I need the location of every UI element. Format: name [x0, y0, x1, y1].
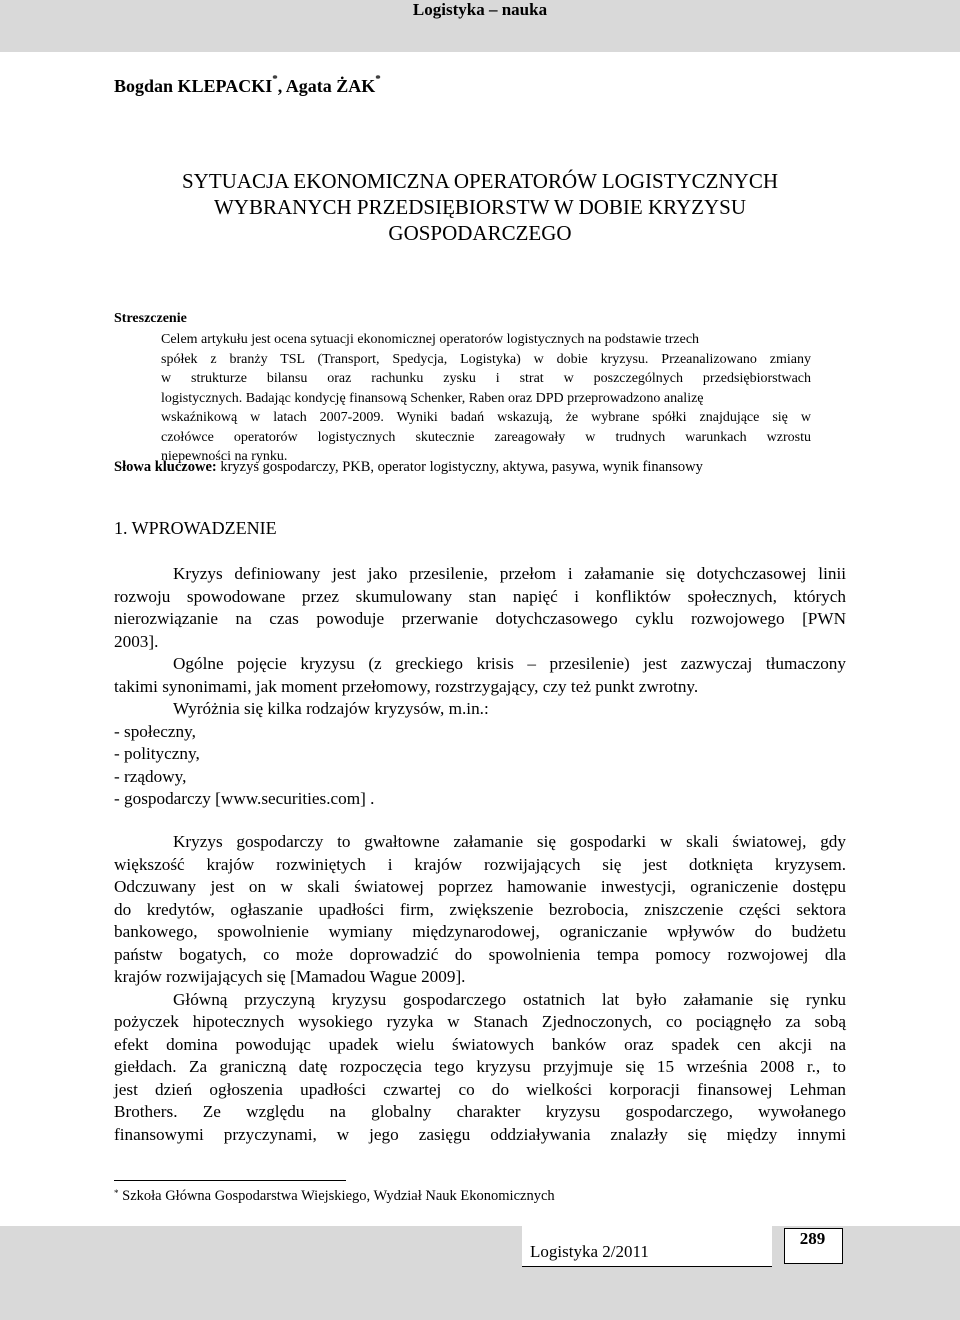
title-line: WYBRANYCH PRZEDSIĘBIORSTW W DOBIE KRYZYSU — [213, 195, 747, 219]
footnote — [114, 1188, 555, 1205]
authors — [114, 73, 381, 97]
list-item: - rządowy, — [114, 766, 187, 786]
keywords — [114, 459, 703, 476]
section-heading: 1. WPROWADZENIE — [114, 518, 277, 538]
text-line: rozwoju spowodowane przez skumulowany stan napięć i konfliktów społecznych, których — [114, 586, 846, 606]
text-line: do kredytów, ogłaszanie upadłości firm, zwiększenie bezrobocia, zniszczenie części sektora — [114, 899, 846, 919]
text-line: 2003]. — [114, 631, 159, 651]
text-line: takimi synonimami, jak moment przełomowy, rozstrzygający, czy też punkt zwrotny. — [114, 676, 699, 696]
text-line: Odczuwany jest on w skali światowej poprzez hamowanie inwestycji, ograniczenie dostępu — [114, 877, 846, 896]
title-line: GOSPODARCZEGO — [388, 221, 572, 245]
list-item: - polityczny, — [114, 744, 200, 763]
paragraph — [114, 563, 846, 811]
text-line: Kryzys gospodarczy to gwałtowne załamanie się gospodarki w skali światowej, gdy — [173, 832, 846, 851]
author-name: Agata ŻAK — [285, 76, 376, 96]
list-item: - gospodarczy [www.securities.com] . — [114, 789, 375, 808]
abstract-line: czołówce operatorów logistycznych skutecznie zareagowały w trudnych warunkach wzrostu — [161, 429, 811, 445]
text-line: nierozwiązanie na czas powoduje przerwanie dotychczasowego cyklu rozwojowego [PWN — [114, 609, 846, 628]
text-line: efekt domina powodując upadek wielu światowych banków oraz spadek cen akcji na — [114, 1034, 846, 1054]
paragraph — [114, 831, 846, 1146]
abstract-line: spółek z branży TSL (Transport, Spedycja, Logistyka) w dobie kryzysu. Przeanalizowano zmiany — [161, 351, 811, 367]
footnote-rule — [114, 1180, 346, 1181]
text-line: Kryzys definiowany jest jako przesilenie, przełom i załamanie się dotychczasowej linii — [173, 564, 846, 583]
text-line: bankowego, spowolnienie wymiany międzynarodowej, ograniczanie wpływów do budżetu — [114, 922, 846, 941]
abstract-heading: Streszczenie — [114, 311, 187, 326]
running-title: Logistyka – nauka — [412, 0, 548, 19]
text-line: Brothers. Ze względu na globalny charakter kryzysu gospodarczego, wywołanego — [114, 1102, 846, 1121]
paper-title — [110, 168, 850, 246]
list-item: - społeczny, — [114, 721, 196, 741]
text-line: finansowymi przyczynami, w jego zasięgu oddziaływania znalazły się między innymi — [114, 1124, 846, 1144]
abstract-line: wskaźnikową w latach 2007-2009. Wyniki badań wskazują, że wybrane spółki znajdujące się w — [161, 410, 811, 425]
text-line: giełdach. Za graniczną datę rozpoczęcia tego kryzysu przyjmuje się 15 września 2008 r., to — [114, 1057, 846, 1076]
abstract-text — [161, 330, 811, 467]
text-line: jest dzień ogłoszenia upadłości czwartej co do wielkości korporacji finansowej Lehman — [114, 1079, 846, 1099]
text-line: państw bogatych, co może doprowadzić do spowolnienia tempa pomocy rozwojowej dla — [114, 944, 846, 964]
text-line: Główną przyczyną kryzysu gospodarczego ostatnich lat było załamanie się rynku — [173, 989, 846, 1009]
text-line: Wyróżnia się kilka rodzajów kryzysów, m.in.: — [173, 699, 489, 718]
abstract-line: niepewności na rynku. — [161, 449, 288, 464]
footnote-mark: * — [114, 1188, 119, 1198]
abstract-line: w strukturze bilansu oraz rachunku zysku i strat w poszczególnych przedsiębiorstwach — [161, 371, 811, 386]
footnote-text: Szkoła Główna Gospodarstwa Wiejskiego, Wydział Nauk Ekonomicznych — [118, 1188, 555, 1204]
text-line: Ogólne pojęcie kryzysu (z greckiego krisis – przesilenie) jest zazwyczaj tłumaczony — [173, 654, 846, 673]
affiliation-mark: * — [375, 73, 381, 85]
author-name: Bogdan KLEPACKI — [114, 76, 273, 96]
footer-rule — [522, 1266, 772, 1267]
journal-name: Logistyka 2/2011 — [530, 1242, 649, 1261]
page-number: 289 — [799, 1229, 826, 1248]
abstract-line: Celem artykułu jest ocena sytuacji ekonomicznej operatorów logistycznych na podstawie trzech — [161, 332, 700, 347]
keywords-text: kryzys gospodarczy, PKB, operator logistyczny, aktywa, pasywa, wynik finansowy — [216, 459, 703, 475]
text-line: pożyczek hipotecznych wysokiego ryzyka w Stanach Zjednoczonych, co pociągnęło za sobą — [114, 1012, 846, 1031]
keywords-label: Słowa kluczowe: — [114, 459, 217, 475]
abstract-line: logistycznych. Badając kondycję finansową Schenker, Raben oraz DPD przeprowadzono analizę — [161, 390, 704, 406]
title-line: SYTUACJA EKONOMICZNA OPERATORÓW LOGISTYCZNYCH — [181, 169, 778, 193]
text-line: krajów rozwijających się [Mamadou Wague 2009]. — [114, 967, 466, 986]
text-line: większość krajów rozwiniętych i krajów rozwijających się jest dotknięta kryzysem. — [114, 854, 846, 874]
author-separator: , — [277, 76, 286, 96]
affiliation-mark: * — [272, 73, 278, 85]
